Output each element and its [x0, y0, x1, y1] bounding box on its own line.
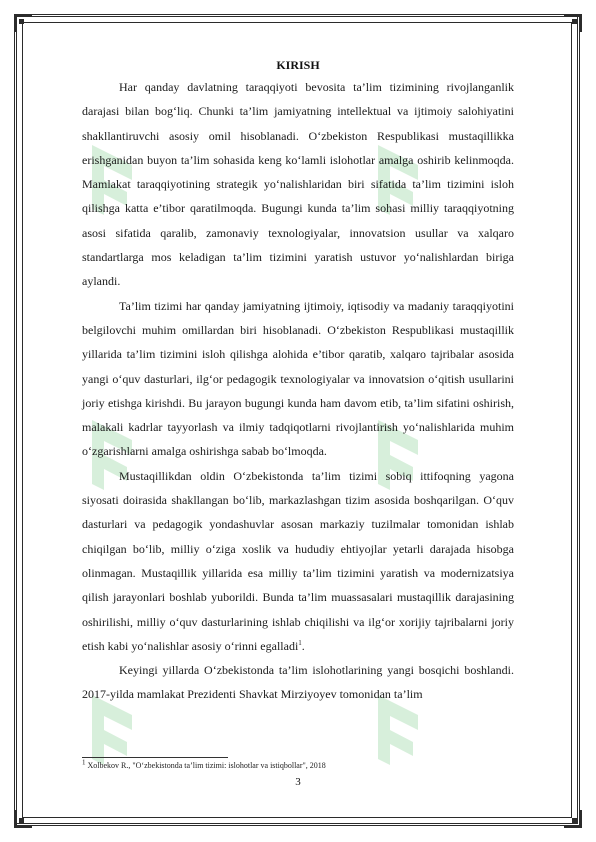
corner-ornament-icon [564, 14, 582, 32]
corner-ornament-icon [14, 810, 32, 828]
page-number: 3 [295, 776, 301, 788]
paragraph-3-text: Mustaqillikdan oldin O‘zbekistonda ta’lim tizimi sobiq ittifoqning yagona siyosati doirasida shakllangan bo‘lib, markazlashgan tizim asosida boshqarilgan. O‘quv dasturlari va pedagogik yondashuvlar asosan markaziy tuzilmalar tomonidan ishlab chiqilgan bo‘lib, milliy o‘ziga xoslik va hududiy ehtiyojlar yetarli darajada hisobga olinmagan. Mustaqillik yillarida esa milliy ta’lim tizimini yaratish va modernizatsiya qilish jarayonlari boshlab yuborildi. Bunda ta’lim muassasalari mustaqillik darajasining oshirilishi, milliy o‘quv dasturlarining ishlab chiqilishi va ilg‘or xorijiy tajribalarni joriy etish kabi yo‘nalishlar asosiy o‘rinni egalladi [82, 468, 514, 653]
corner-ornament-icon [564, 810, 582, 828]
paragraph-3: Mustaqillikdan oldin O‘zbekistonda ta’lim tizimi sobiq ittifoqning yagona siyosati doirasida shakllangan bo‘lib, markazlashgan tizim asosida boshqarilgan. O‘quv dasturlari va pedagogik yondashuvlar asosan markaziy tuzilmalar tomonidan ishlab chiqilgan bo‘lib, milliy o‘ziga xoslik va hududiy ehtiyojlar yetarli darajada hisobga olinmagan. Mustaqillik yillarida esa milliy ta’lim tizimini yaratish va modernizatsiya qilish jarayonlari boshlab yuborildi. Bunda ta’lim muassasalari mustaqillik darajasining oshirilishi, milliy o‘quv dasturlarining ishlab chiqilishi va ilg‘or xorijiy tajribalarni joriy etish kabi yo‘nalishlar asosiy o‘rinni egalladi$^1$. [82, 468, 514, 653]
paragraph-1: Har qanday davlatning taraqqiyoti bevosita ta’lim tizimining rivojlanganlik darajasi bilan bog‘liq. Chunki ta’lim jamiyatning intellektual va ijtimoiy salohiyatini shakllantiruvchi asosiy omil hisoblanadi. O‘zbekiston Respublikasi mustaqillikka erishganidan buyon ta’lim sohasida keng ko‘lamli islohotlar amalga oshirib kelinmoqda. Mamlakat taraqqiyotining strategik yo‘nalishlaridan biri sifatida ta’lim tizimini isloh qilishga katta e’tibor qaratilmoqda. Bugungi kunda ta’lim sohasi milliy taraqqiyotning asosi sifatida qaralib, zamonaviy texnologiyalar, innovatsion usullar va xalqaro standartlarga mos keladigan ta’lim tizimini yaratish ustuvor yo‘nalishlardan biriga aylandi. [82, 80, 514, 289]
footnote-separator [82, 757, 228, 758]
page-title: KIRISH [276, 58, 320, 72]
footnote-reference[interactable]: 1 [298, 638, 302, 647]
footnote [82, 758, 514, 770]
footnote-marker: 1 [82, 758, 86, 767]
document-body [82, 58, 514, 707]
paragraph-2: Ta’lim tizimi har qanday jamiyatning ijtimoiy, iqtisodiy va madaniy taraqqiyotini belgilovchi muhim omillardan biri hisoblanadi. O‘zbekiston Respublikasi mustaqillik yillarida ta’lim tizimini isloh qilishga alohida e’tibor qaratib, xalqaro tajribalar asosida yangi o‘quv dasturlari, ilg‘or pedagogik texnologiyalar va innovatsion o‘qitish usullarini joriy etishga kirishdi. Bu jarayon bugungi kunda ham davom etib, ta’lim sifatini oshirish, malakali kadrlar tayyorlash va ilmiy tadqiqotlarni rivojlantirish yo‘nalishlarida muhim o‘zgarishlarni amalga oshirishga sabab bo‘lmoqda. [82, 298, 514, 459]
footnote-text: Xolbekov R., "O‘zbekistonda ta’lim tizimi: islohotlar va istiqbollar", 2018 [87, 761, 326, 770]
corner-ornament-icon [14, 14, 32, 32]
paragraph-4: Keyingi yillarda O‘zbekistonda ta’lim islohotlarining yangi bosqichi boshlandi. 2017-yilda mamlakat Prezidenti Shavkat Mirziyoyev tomonidan ta’lim [82, 663, 514, 702]
